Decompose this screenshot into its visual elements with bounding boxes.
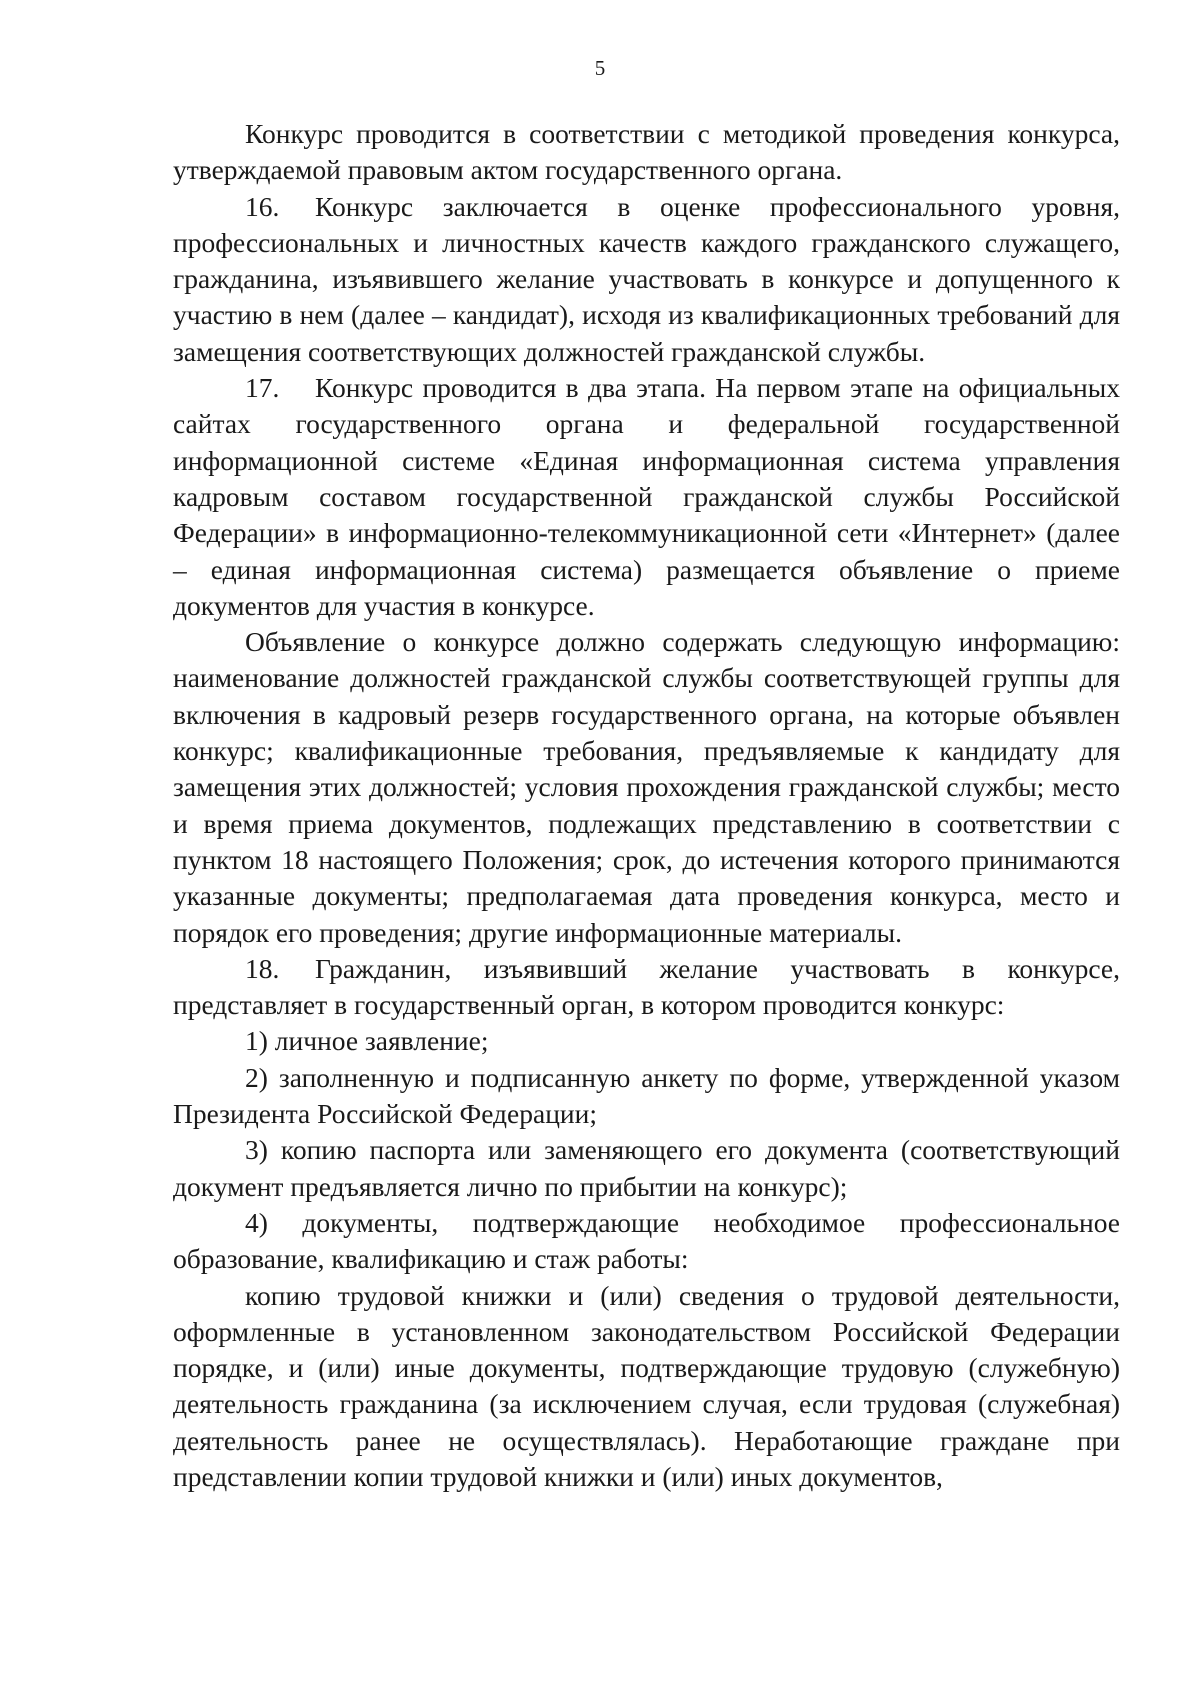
list-item [173, 1132, 1120, 1205]
list-item-text: 4) документы, подтверждающие необходимое профессиональное образование, квалификацию и стаж работы: [173, 1206, 1120, 1275]
paragraph-text: Конкурс проводится в соответствии с методикой проведения конкурса, утверждаемой правовым актом государственного органа. [173, 118, 1120, 186]
list-item [173, 1060, 1120, 1133]
list-item-text: 1) личное заявление; [245, 1025, 489, 1057]
item-number: 16. [245, 190, 280, 222]
item-number: 18. [245, 952, 280, 984]
paragraph [173, 624, 1120, 951]
paragraph-text: Конкурс проводится в два этапа. На первом этапе на официальных сайтах государственного органа и федеральной государственной информационной системе «Единая информационная система управления кадровым составом государственной гражданской службы Российской Федерации» в информационно-телекоммуникационной сети «Интернет» (далее – единая информационная система) размещается объявление о приеме документов для участия в конкурсе. [173, 372, 1120, 621]
item-number: 17. [245, 372, 280, 404]
list-item [173, 1023, 1120, 1059]
paragraph-item-18 [173, 951, 1120, 1024]
paragraph-item-17 [173, 370, 1120, 624]
list-item-text: 3) копию паспорта или заменяющего его документа (соответствующий документ предъявляется лично по прибытии на конкурс); [173, 1134, 1120, 1202]
paragraph-text: копию трудовой книжки и (или) сведения о трудовой деятельности, оформленные в установленном законодательством Российской Федерации порядке, и (или) иные документы, подтверждающие трудовую (служебную) деятельность гражданина (за исключением случая, если трудовая (служебная) деятельность ранее не осуществлялась). Неработающие граждане при представлении копии трудовой книжки и (или) иных документов, [173, 1279, 1120, 1492]
paragraph-text: Конкурс заключается в оценке профессионального уровня, профессиональных и личностных качеств каждого гражданского служащего, гражданина, изъявившего желание участвовать в конкурсе и допущенного к участию в нем (далее – кандидат), исходя из квалификационных требований для замещения соответствующих должностей гражданской службы. [173, 190, 1120, 367]
page-number: 5 [594, 56, 606, 80]
paragraph [173, 116, 1120, 189]
list-item [173, 1205, 1120, 1278]
paragraph-text: Гражданин, изъявивший желание участвовать в конкурсе, представляет в государственный орган, в котором проводится конкурс: [173, 952, 1120, 1021]
document-body [173, 116, 1120, 1495]
paragraph-item-16 [173, 189, 1120, 370]
paragraph [173, 1278, 1120, 1496]
list-item-text: 2) заполненную и подписанную анкету по форме, утвержденной указом Президента Российской Федерации; [173, 1061, 1120, 1130]
paragraph-text: Объявление о конкурсе должно содержать следующую информацию: наименование должностей гражданской службы соответствующей группы для включения в кадровый резерв государственного органа, на которые объявлен конкурс; квалификационные требования, предъявляемые к кандидату для замещения этих должностей; условия прохождения гражданской службы; место и время приема документов, подлежащих представлению в соответствии с пунктом 18 настоящего Положения; срок, до истечения которого принимаются указанные документы; предполагаемая дата проведения конкурса, место и порядок его проведения; другие информационные материалы. [173, 626, 1120, 948]
